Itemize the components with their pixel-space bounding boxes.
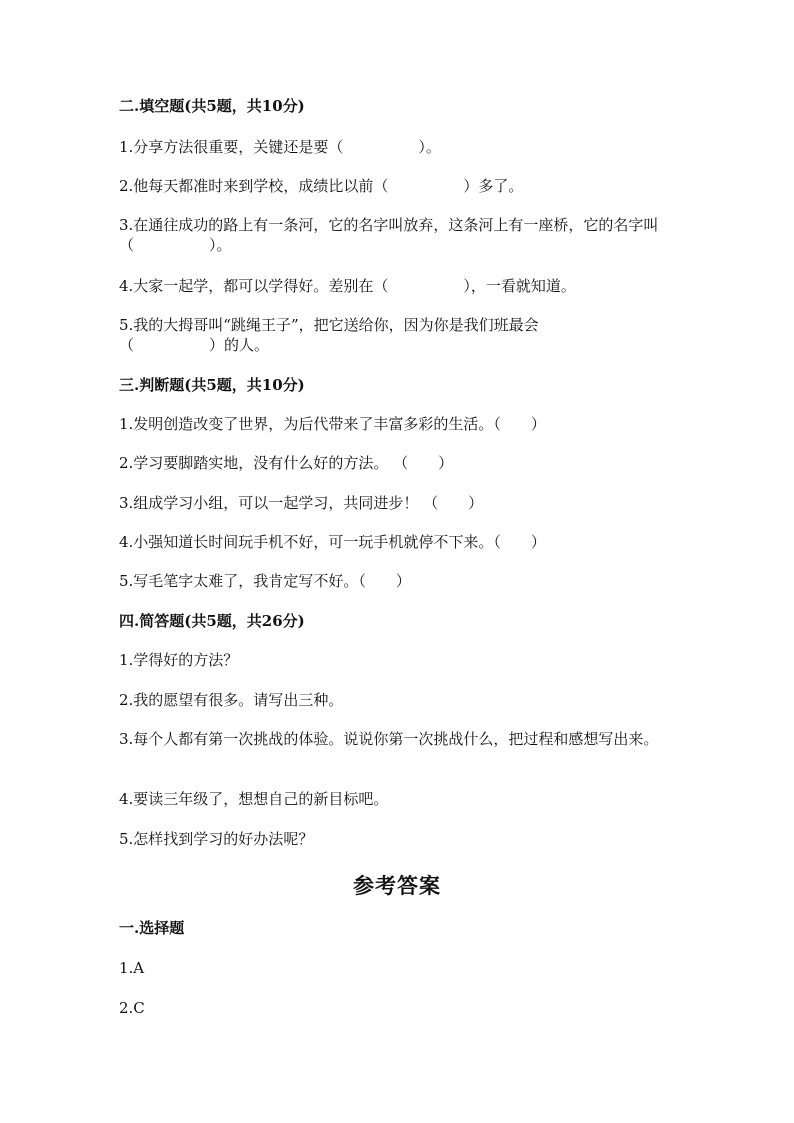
short-answer-question-5: 5.怎样找到学习的好办法呢？ (119, 830, 314, 848)
fill-blank-question-1: 1.分享方法很重要，关键还是要（ ）。 (119, 138, 441, 156)
short-answer-question-1: 1.学得好的方法？ (119, 651, 239, 669)
true-false-question-4: 4.小强知道长时间玩手机不好，可一玩手机就停不下来。（ ） (119, 533, 546, 551)
true-false-question-3: 3.组成学习小组，可以一起学习，共同进步！ （ ） (119, 494, 484, 512)
answer-item-2: 2.C (119, 999, 145, 1017)
fill-blank-question-2: 2.他每天都准时来到学校，成绩比以前（ ）多了。 (119, 177, 524, 195)
true-false-question-1: 1.发明创造改变了世界，为后代带来了丰富多彩的生活。（ ） (119, 415, 546, 433)
fill-blank-question-3: 3.在通往成功的路上有一条河，它的名字叫放弃，这条河上有一座桥，它的名字叫（ ）。 (119, 216, 659, 254)
true-false-question-2: 2.学习要脚踏实地，没有什么好的方法。 （ ） (119, 454, 454, 472)
answer-section-heading-choice: 一.选择题 (119, 919, 185, 937)
answer-item-1: 1.A (119, 959, 145, 977)
section-heading-fill-blank: 二.填空题(共5题，共10分) (119, 97, 305, 115)
answer-key-title: 参考答案 (353, 873, 441, 898)
fill-blank-question-5: 5.我的大拇哥叫“跳绳王子”，把它送给你，因为你是我们班最会（ ）的人。 (119, 316, 539, 354)
section-heading-true-false: 三.判断题(共5题，共10分) (119, 376, 305, 394)
short-answer-question-3: 3.每个人都有第一次挑战的体验。说说你第一次挑战什么，把过程和感想写出来。 (119, 730, 659, 748)
fill-blank-question-4: 4.大家一起学，都可以学得好。差别在（ ），一看就知道。 (119, 277, 576, 295)
short-answer-question-2: 2.我的愿望有很多。请写出三种。 (119, 691, 344, 709)
true-false-question-5: 5.写毛笔字太难了，我肯定写不好。（ ） (119, 572, 411, 590)
section-heading-short-answer: 四.简答题(共5题，共26分) (119, 612, 305, 630)
short-answer-question-4: 4.要读三年级了，想想自己的新目标吧。 (119, 790, 389, 808)
